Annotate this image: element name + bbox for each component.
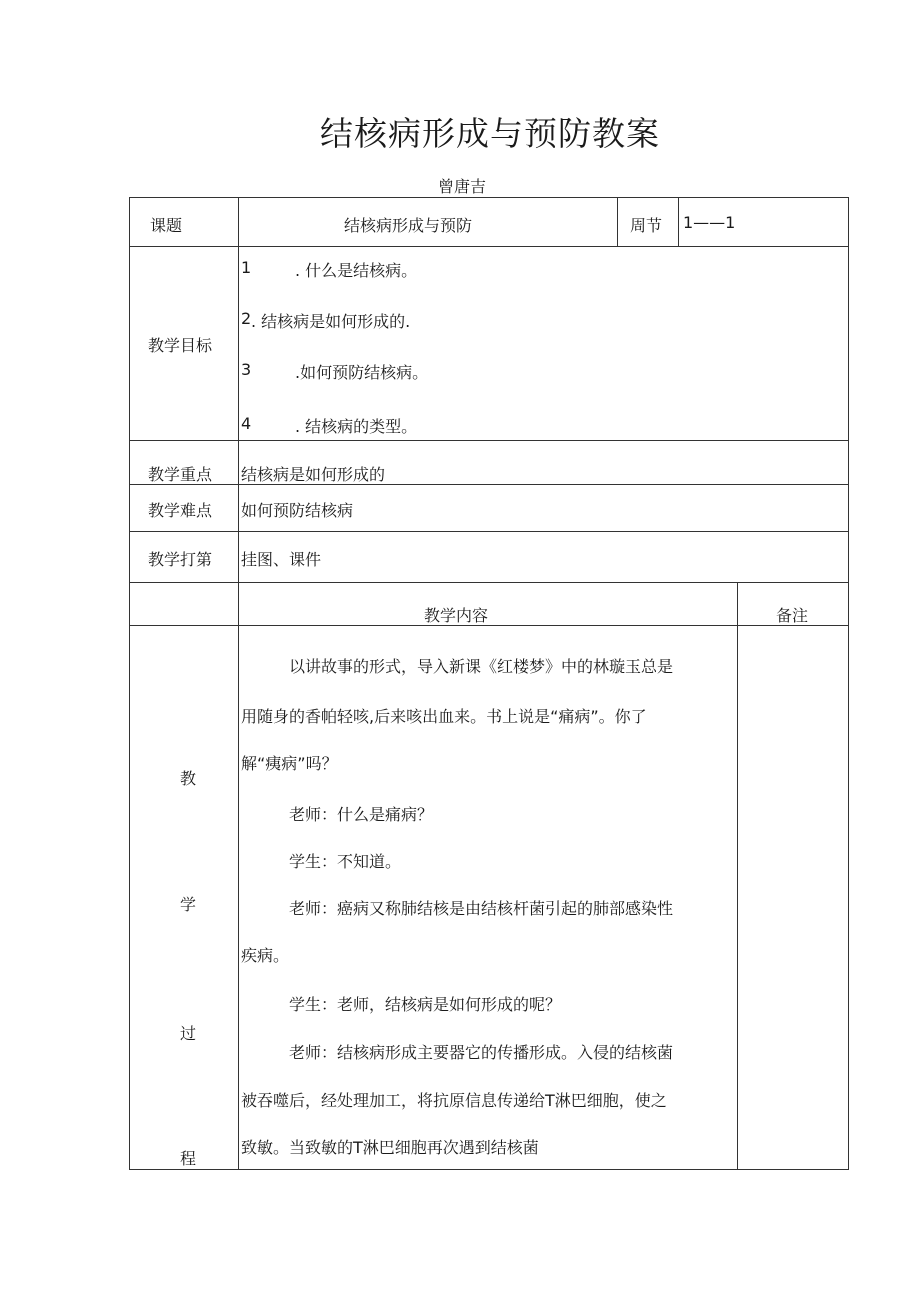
objectives-label-cell	[129, 246, 239, 441]
topic-value: 结核病形成与预防	[344, 216, 473, 235]
key-point-value: 结核病是如何形成的	[241, 465, 386, 484]
period-value: 1——1	[683, 213, 736, 232]
content-header-blank-cell	[129, 582, 239, 626]
preparation-label: 教学打第	[148, 550, 213, 569]
objectives-value-cell	[238, 246, 849, 441]
topic-label-cell	[129, 197, 239, 247]
process-line-7: 疾病。	[241, 946, 290, 965]
process-line-8: 学生：老师，结核病是如何形成的呢？	[289, 995, 562, 1014]
preparation-label-cell	[129, 531, 239, 583]
process-char-1: 教	[180, 769, 197, 788]
period-label: 周节	[630, 216, 663, 235]
process-line-1: 以讲故事的形式，导入新课《红楼梦》中的林璇玉总是	[289, 657, 674, 676]
content-header-cell	[238, 582, 738, 626]
key-point-value-cell	[238, 440, 849, 485]
objective-4-num: 4	[241, 414, 252, 433]
objective-1-num: 1	[241, 258, 252, 277]
process-char-3: 过	[180, 1024, 197, 1043]
preparation-value: 挂图、课件	[241, 550, 322, 569]
objective-4-text: . 结核病的类型。	[295, 417, 418, 436]
objective-3-num: 3	[241, 360, 252, 379]
process-line-9: 老师：结核病形成主要器它的传播形成。入侵的结核菌	[289, 1043, 674, 1062]
key-point-label: 教学重点	[148, 465, 213, 484]
difficulty-value-cell	[238, 484, 849, 532]
objective-2-text: . 结核病是如何形成的.	[251, 312, 411, 331]
content-header-label: 教学内容	[424, 606, 489, 625]
process-line-5: 学生：不知道。	[289, 852, 402, 871]
process-char-4: 程	[180, 1149, 197, 1168]
process-line-4: 老师：什么是痛病？	[289, 805, 434, 824]
preparation-value-cell	[238, 531, 849, 583]
notes-header-label: 备注	[776, 606, 809, 625]
process-notes-cell	[737, 625, 849, 1170]
difficulty-label-cell	[129, 484, 239, 532]
objective-3-text: .如何预防结核病。	[295, 363, 429, 382]
process-line-2: 用随身的香帕轻咳,后来咳出血来。书上说是“痛病”。你了	[241, 707, 647, 726]
topic-label: 课题	[150, 216, 183, 235]
key-point-label-cell	[129, 440, 239, 485]
objective-2-num: 2	[241, 309, 252, 328]
objectives-label: 教学目标	[148, 336, 213, 355]
objective-1-text: . 什么是结核病。	[295, 261, 418, 280]
process-content-cell	[238, 625, 738, 1170]
process-line-10: 被吞噬后，经处理加工，将抗原信息传递给T淋巴细胞，使之	[241, 1091, 667, 1110]
notes-header-cell	[737, 582, 849, 626]
document-title: 结核病形成与预防教案	[320, 114, 660, 153]
author-name: 曾唐吉	[437, 177, 486, 196]
process-line-6: 老师：癌病又称肺结核是由结核杆菌引起的肺部感染性	[289, 899, 674, 918]
process-line-11: 致敏。当致敏的T淋巴细胞再次遇到结核菌	[241, 1138, 539, 1157]
difficulty-label: 教学难点	[148, 501, 213, 520]
process-label-cell	[129, 625, 239, 1170]
period-value-cell	[678, 197, 849, 247]
difficulty-value: 如何预防结核病	[241, 501, 354, 520]
process-line-3: 解“痍病”吗？	[241, 754, 338, 773]
period-label-cell	[617, 197, 679, 247]
process-char-2: 学	[180, 895, 197, 914]
topic-value-cell	[238, 197, 618, 247]
